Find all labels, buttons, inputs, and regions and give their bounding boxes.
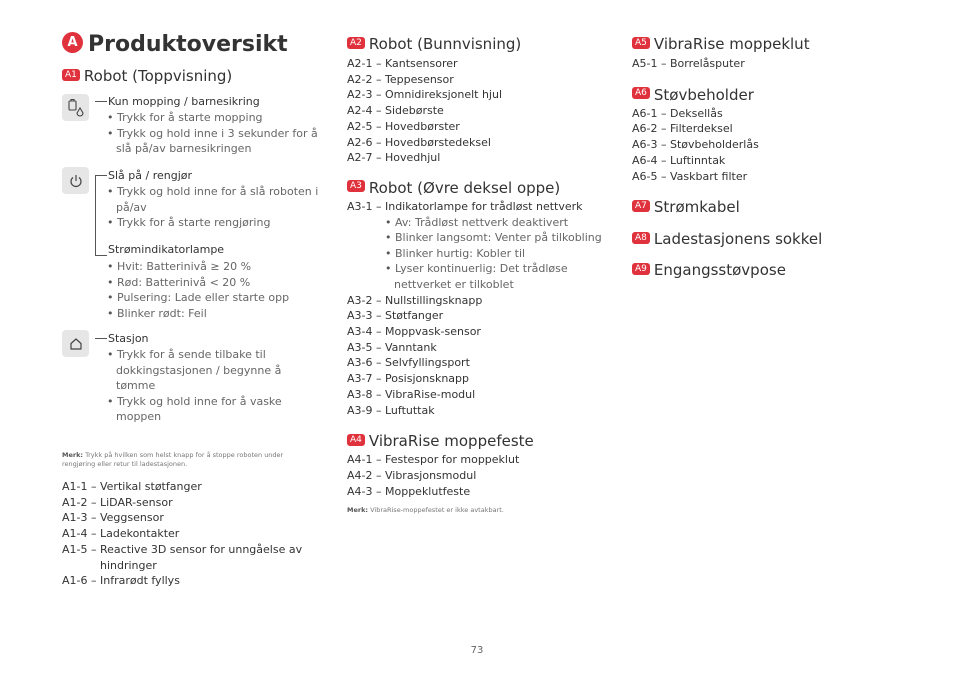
list-item: A3-8 – VibraRise-modul xyxy=(347,387,476,401)
list-item: A3-3 – Støtfanger xyxy=(347,309,444,323)
button-diagram xyxy=(62,94,324,454)
a4-badge: A4 xyxy=(347,434,365,446)
a2-title: Robot (Bunnvisning) xyxy=(368,35,522,53)
a5-badge: A5 xyxy=(632,37,650,49)
page-title xyxy=(62,30,324,60)
power-indicator-label: Strømindikatorlampe xyxy=(108,243,225,256)
list-item: A3-6 – Selvfyllingsport xyxy=(347,356,470,370)
a1-note-label: Merk: xyxy=(62,451,84,459)
list-item: A1-6 – Infrarødt fyllys xyxy=(62,574,180,588)
a9-badge: A9 xyxy=(632,263,650,275)
list-item: A6-3 – Støvbeholderlås xyxy=(632,138,759,152)
indicator-bullet-1: • Hvit: Batterinivå ≥ 20 % xyxy=(107,259,319,275)
a7-heading xyxy=(632,197,894,217)
station-bullet-1: • Trykk for å sende tilbake til dokkingstasjonen / begynne å tømme xyxy=(107,347,319,394)
mop-bullet-1: • Trykk for å starte mopping xyxy=(107,110,319,126)
list-item: A5-1 – Borrelåsputer xyxy=(632,57,745,70)
list-item: A6-1 – Deksellås xyxy=(632,106,723,120)
list-item: A6-5 – Vaskbart filter xyxy=(632,169,748,183)
list-item: A1-3 – Veggsensor xyxy=(62,511,164,525)
a5-title: VibraRise moppeklut xyxy=(653,35,810,53)
station-bullet-2: • Trykk og hold inne for å vaske moppen xyxy=(107,394,319,425)
list-item: A2-3 – Omnidireksjonelt hjul xyxy=(347,88,503,102)
a8-heading xyxy=(632,229,894,249)
a4-note-text: VibraRise-moppefestet er ikke avtakbart. xyxy=(370,506,504,515)
a1-title: Robot (Toppvisning) xyxy=(83,67,233,85)
list-item: A4-2 – Vibrasjonsmodul xyxy=(347,468,477,482)
a4-title: VibraRise moppefeste xyxy=(368,432,534,451)
list-item: A1-1 – Vertikal støtfanger xyxy=(62,480,202,493)
page-title-text: Produktoversikt xyxy=(88,32,288,57)
power-bullet-1: • Trykk og hold inne for å slå roboten i på/av xyxy=(107,184,319,215)
list-item: A1-4 – Ladekontakter xyxy=(62,527,180,541)
a3-title: Robot (Øvre deksel oppe) xyxy=(368,178,561,197)
list-item: A3-2 – Nullstillingsknapp xyxy=(347,293,483,307)
a6-list xyxy=(632,106,894,185)
column-2 xyxy=(347,30,609,515)
a9-heading xyxy=(632,260,894,280)
a2-badge: A2 xyxy=(347,37,365,49)
section-a-badge: A xyxy=(62,32,83,53)
mop-childlock-icon xyxy=(62,94,89,121)
indicator-bullet-3: • Pulsering: Lade eller starte opp xyxy=(107,290,319,306)
a8-title: Ladestasjonens sokkel xyxy=(653,230,823,249)
a2-list xyxy=(347,56,609,166)
a4-list xyxy=(347,452,609,499)
a6-title: Støvbeholder xyxy=(653,85,754,104)
list-item: A6-2 – Filterdeksel xyxy=(632,122,733,136)
a3-heading xyxy=(347,178,609,198)
a1-note-text: Trykk på hvilken som helst knapp for å stoppe roboten under rengjøring eller retur til ladestasjonen. xyxy=(62,451,284,468)
wifi-bullet-1: • Av: Trådløst nettverk deaktivert xyxy=(385,215,609,231)
a9-title: Engangsstøvpose xyxy=(653,261,786,280)
list-item: A2-7 – Hovedhjul xyxy=(347,151,441,165)
list-item: A3-4 – Moppvask-sensor xyxy=(347,325,481,338)
a5-list xyxy=(632,56,894,72)
list-item: A1-5 – Reactive 3D sensor for unngåelse av hindringer xyxy=(62,542,303,572)
list-item: A3-7 – Posisjonsknapp xyxy=(347,372,470,386)
wifi-bullet-2: • Blinker langsomt: Venter på tilkobling xyxy=(385,230,609,246)
indicator-bullet-4: • Blinker rødt: Feil xyxy=(107,306,319,322)
list-item: A2-2 – Teppesensor xyxy=(347,72,454,86)
column-1 xyxy=(62,30,324,589)
indicator-bullet-2: • Rød: Batterinivå < 20 % xyxy=(107,275,319,291)
wifi-bullet-3: • Blinker hurtig: Kobler til xyxy=(385,246,609,262)
power-bullet-2: • Trykk for å starte rengjøring xyxy=(107,215,319,231)
station-label: Stasjon xyxy=(108,332,149,345)
wifi-bullet-4: • Lyser kontinuerlig: Det trådløse nettverket er tilkoblet xyxy=(385,261,585,292)
list-item: A1-2 – LiDAR-sensor xyxy=(62,495,173,509)
a5-heading xyxy=(632,34,894,54)
list-item: A3-9 – Luftuttak xyxy=(347,403,435,417)
mop-childlock-label: Kun mopping / barnesikring xyxy=(108,95,260,108)
list-item: A2-6 – Hovedbørstedeksel xyxy=(347,135,491,149)
a6-heading xyxy=(632,85,894,105)
a2-heading xyxy=(347,34,609,54)
a4-heading xyxy=(347,431,609,451)
list-item: A2-4 – Sidebørste xyxy=(347,104,444,118)
list-item: A3-1 – Indikatorlampe for trådløst nettverk xyxy=(347,199,583,213)
a3-list xyxy=(347,199,609,418)
home-icon xyxy=(62,330,89,357)
power-label: Slå på / rengjør xyxy=(108,169,193,182)
a1-heading xyxy=(62,66,324,86)
a3-badge: A3 xyxy=(347,180,365,192)
list-item: A2-5 – Hovedbørster xyxy=(347,119,460,133)
column-3 xyxy=(632,30,894,280)
list-item: A3-5 – Vanntank xyxy=(347,340,437,354)
list-item: A4-3 – Moppeklutfeste xyxy=(347,484,471,498)
a6-badge: A6 xyxy=(632,87,650,99)
a1-list xyxy=(62,479,324,589)
a8-badge: A8 xyxy=(632,232,650,244)
a1-badge: A1 xyxy=(62,69,80,81)
list-item: A2-1 – Kantsensorer xyxy=(347,57,458,70)
page-number: 73 xyxy=(470,645,484,656)
a7-title: Strømkabel xyxy=(653,198,740,217)
power-icon xyxy=(62,167,89,194)
list-item: A6-4 – Luftinntak xyxy=(632,153,726,167)
a4-note xyxy=(347,506,609,515)
mop-bullet-2: • Trykk og hold inne i 3 sekunder for å slå på/av barnesikringen xyxy=(107,126,319,157)
a7-badge: A7 xyxy=(632,200,650,212)
a4-note-label: Merk: xyxy=(347,506,369,515)
list-item: A4-1 – Festespor for moppeklut xyxy=(347,453,520,467)
